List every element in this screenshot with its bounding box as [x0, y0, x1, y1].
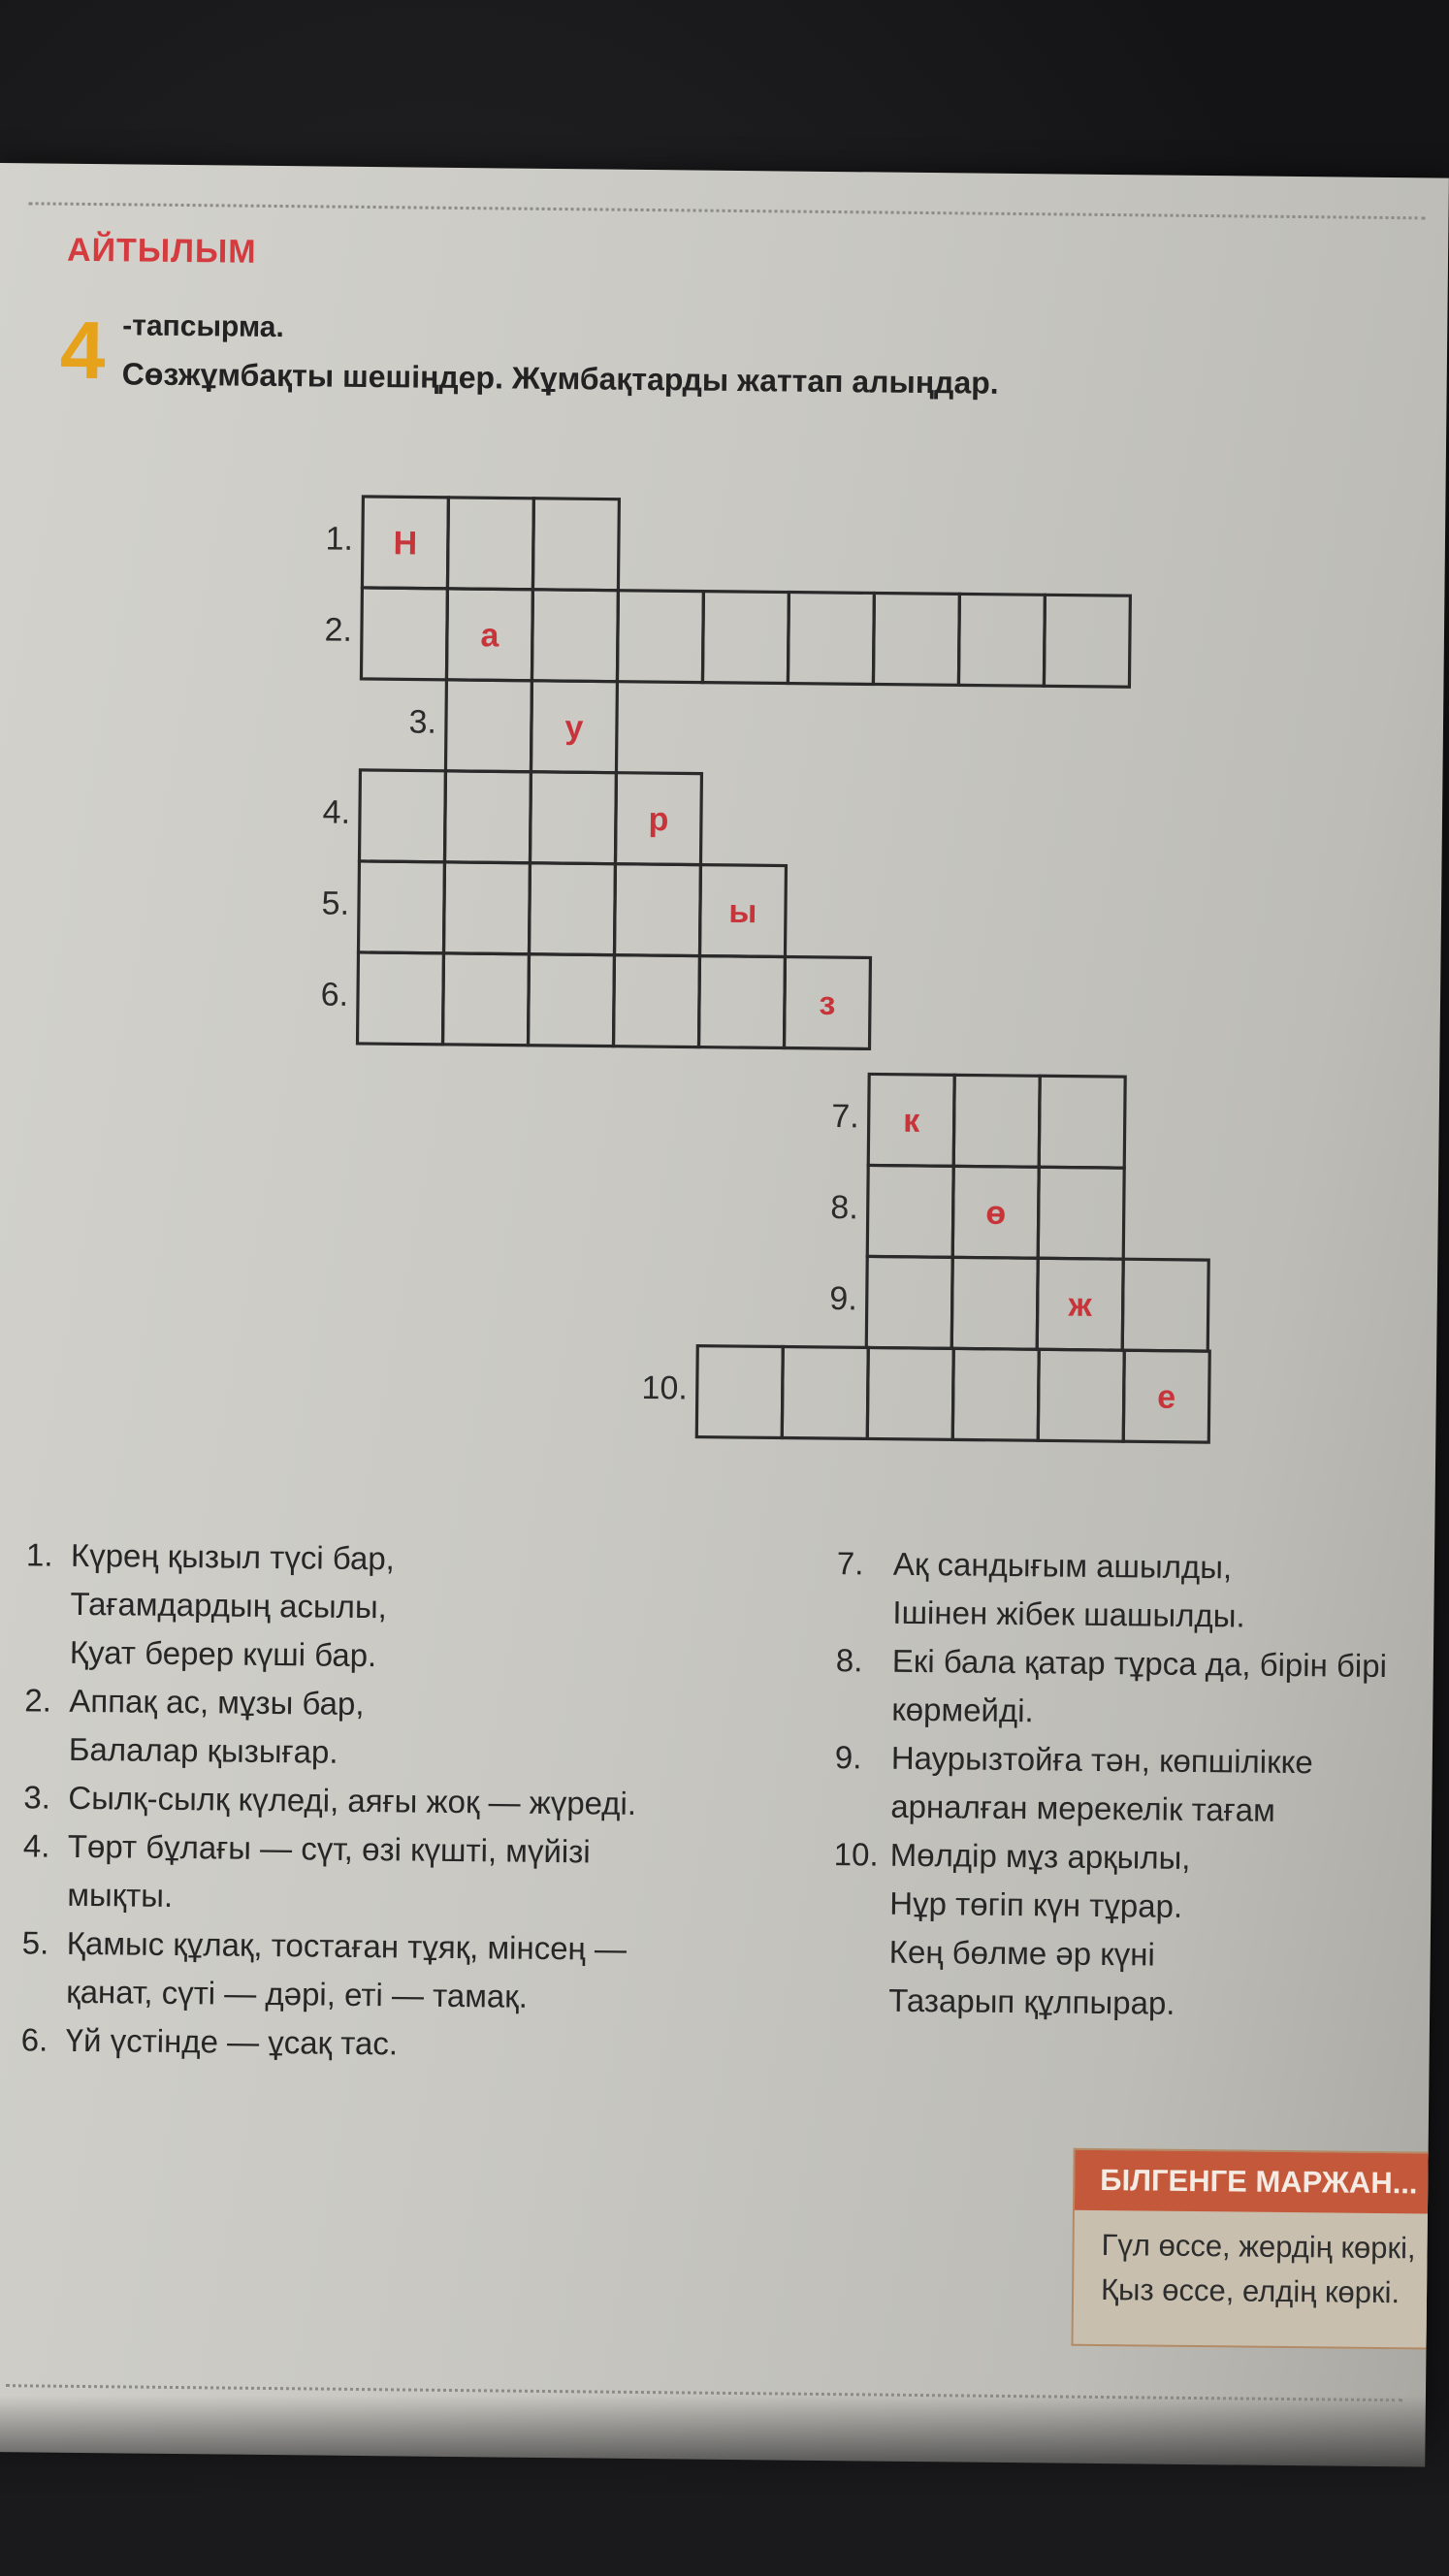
clue-line: Тағамдардың асылы,: [70, 1585, 388, 1626]
page-edge-shadow: [0, 2396, 1449, 2576]
crossword-cell: [447, 498, 533, 590]
crossword-hint-letter: ө: [985, 1194, 1007, 1232]
crossword-cell: [358, 952, 444, 1045]
clue-number: 4.: [22, 1827, 50, 1864]
crossword-hint-letter: з: [819, 984, 836, 1023]
crossword-row: [325, 497, 619, 591]
crossword-cell: [359, 770, 445, 862]
clue-number: 5.: [21, 1924, 49, 1961]
crossword-cell: [617, 591, 703, 683]
crossword-cell: [530, 772, 616, 864]
crossword-hint-letter: ы: [728, 892, 757, 931]
crossword-row-number: 10.: [641, 1368, 689, 1407]
crossword-cell: [1044, 595, 1130, 687]
crossword-row: [324, 588, 1130, 688]
crossword-row-number: 1.: [325, 520, 354, 558]
crossword-row: [831, 1074, 1125, 1168]
clue-line: Балалар қызығар.: [68, 1730, 338, 1770]
clue-line: Екі бала қатар тұрса да, бірін бірі: [891, 1642, 1388, 1685]
crossword-cell: [702, 592, 789, 684]
crossword-cell: [951, 1257, 1038, 1349]
section-title: АЙТЫЛЫМ: [66, 231, 257, 271]
crossword-row-number: 2.: [324, 611, 353, 649]
clue-line: Нұр төгіп күн тұрар.: [889, 1884, 1183, 1924]
clue-line: арналған мерекелік тағам: [890, 1787, 1275, 1828]
crossword-cell: [443, 953, 530, 1046]
crossword-row: [322, 770, 701, 865]
tip-line: Қыз өссе, елдің көркі.: [1100, 2272, 1401, 2310]
crossword-row-number: 6.: [320, 976, 349, 1014]
crossword-cell: [445, 680, 531, 772]
crossword-cell: [614, 864, 700, 956]
crossword-row: [641, 1345, 1209, 1442]
clue-line: Күрең қызыл түсі бар,: [70, 1536, 396, 1577]
clue-number: 1.: [25, 1536, 53, 1573]
crossword-cell: [698, 956, 785, 1048]
crossword-hint-letter: ж: [1068, 1286, 1092, 1324]
tip-header: БІЛГЕНГЕ МАРЖАН...: [1075, 2150, 1449, 2214]
crossword-hint-letter: к: [902, 1102, 920, 1140]
clue-line: Мөлдір мұз арқылы,: [889, 1836, 1191, 1876]
crossword-cell: [361, 588, 447, 680]
crossword-row: [830, 1165, 1124, 1259]
crossword-cell: [444, 771, 531, 863]
crossword-cell: [867, 1347, 953, 1439]
clue-line: Сылқ-сылқ күледі, аяғы жоқ — жүреді.: [68, 1779, 637, 1821]
crossword-cell: [1038, 1167, 1124, 1259]
crossword-cell: [1122, 1259, 1208, 1351]
crossword-cell: [1038, 1349, 1124, 1441]
crossword-row-number: 3.: [408, 703, 437, 741]
clue-line: мықты.: [67, 1876, 174, 1914]
textbook-page: [0, 163, 1449, 2467]
clue-number: 7.: [836, 1545, 864, 1582]
crossword-row: [829, 1256, 1208, 1351]
crossword-cell: [529, 863, 615, 955]
crossword-row: [408, 679, 617, 772]
clue-line: Төрт бұлағы — сүт, өзі күшті, мүйізі: [67, 1827, 591, 1870]
clue-line: Ішінен жібек шашылды.: [892, 1594, 1245, 1634]
clue-line: Ақ сандығым ашылды,: [892, 1545, 1233, 1586]
crossword-cell: [443, 862, 530, 954]
crossword-cell: [788, 593, 874, 685]
crossword-cell: [531, 590, 618, 682]
crossword-cell: [532, 499, 619, 591]
crossword-cell: [696, 1346, 783, 1438]
task-instruction: Сөзжұмбақты шешіңдер. Жұмбақтарды жаттап алыңдар.: [121, 356, 999, 401]
crossword-cell: [873, 593, 959, 685]
crossword-row-number: 9.: [829, 1280, 857, 1318]
crossword-hint-letter: у: [564, 709, 584, 747]
clue-line: Кең бөлме әр күні: [888, 1933, 1155, 1973]
crossword-row-number: 4.: [322, 793, 351, 831]
crossword-row-number: 8.: [830, 1189, 858, 1227]
crossword-cell: [953, 1075, 1040, 1167]
crossword-hint-letter: е: [1157, 1378, 1176, 1416]
crossword-hint-letter: Н: [393, 525, 418, 563]
crossword-cell: [782, 1347, 868, 1439]
crossword-cell: [1039, 1076, 1125, 1168]
crossword-row: [321, 861, 786, 957]
crossword-cell: [529, 954, 615, 1046]
crossword-grid: [0, 163, 1449, 1730]
clue-line: Тазарып құлпырар.: [888, 1981, 1175, 2021]
crossword-cell: [958, 594, 1045, 686]
task-number: 4: [59, 304, 107, 397]
crossword-row: [320, 952, 870, 1049]
clue-line: көрмейді.: [891, 1690, 1034, 1729]
clue-number: 10.: [833, 1836, 879, 1873]
crossword-row-number: 7.: [831, 1098, 859, 1136]
crossword-row-number: 5.: [321, 885, 350, 922]
crossword-cell: [613, 955, 699, 1047]
clue-line: Қуат берер күші бар.: [69, 1633, 377, 1674]
clue-line: Қамыс құлақ, тостаған тұяқ, мінсең —: [66, 1924, 628, 1967]
clue-line: қанат, сүті — дәрі, еті — тамақ.: [66, 1973, 529, 2014]
crossword-cell: [867, 1165, 953, 1257]
task-label: -тапсырма.: [122, 309, 284, 344]
crossword-cell: [952, 1348, 1039, 1440]
clue-number: 9.: [834, 1739, 862, 1776]
crossword-hint-letter: р: [648, 801, 669, 839]
clue-number: 3.: [23, 1779, 51, 1816]
clue-line: Наурызтойға тән, көпшілікке: [890, 1739, 1313, 1781]
tip-line: Гүл өссе, жердің көркі,: [1101, 2228, 1416, 2266]
crossword-hint-letter: а: [480, 617, 499, 655]
clue-number: 6.: [20, 2021, 48, 2058]
crossword-cell: [358, 861, 444, 953]
clue-number: 8.: [835, 1642, 863, 1679]
clue-line: Аппақ ас, мұзы бар,: [69, 1682, 365, 1723]
tip-box: [1071, 2148, 1445, 2350]
clue-number: 2.: [24, 1682, 52, 1719]
clue-line: Үй үстінде — ұсақ тас.: [65, 2021, 399, 2062]
crossword-cell: [866, 1256, 952, 1348]
